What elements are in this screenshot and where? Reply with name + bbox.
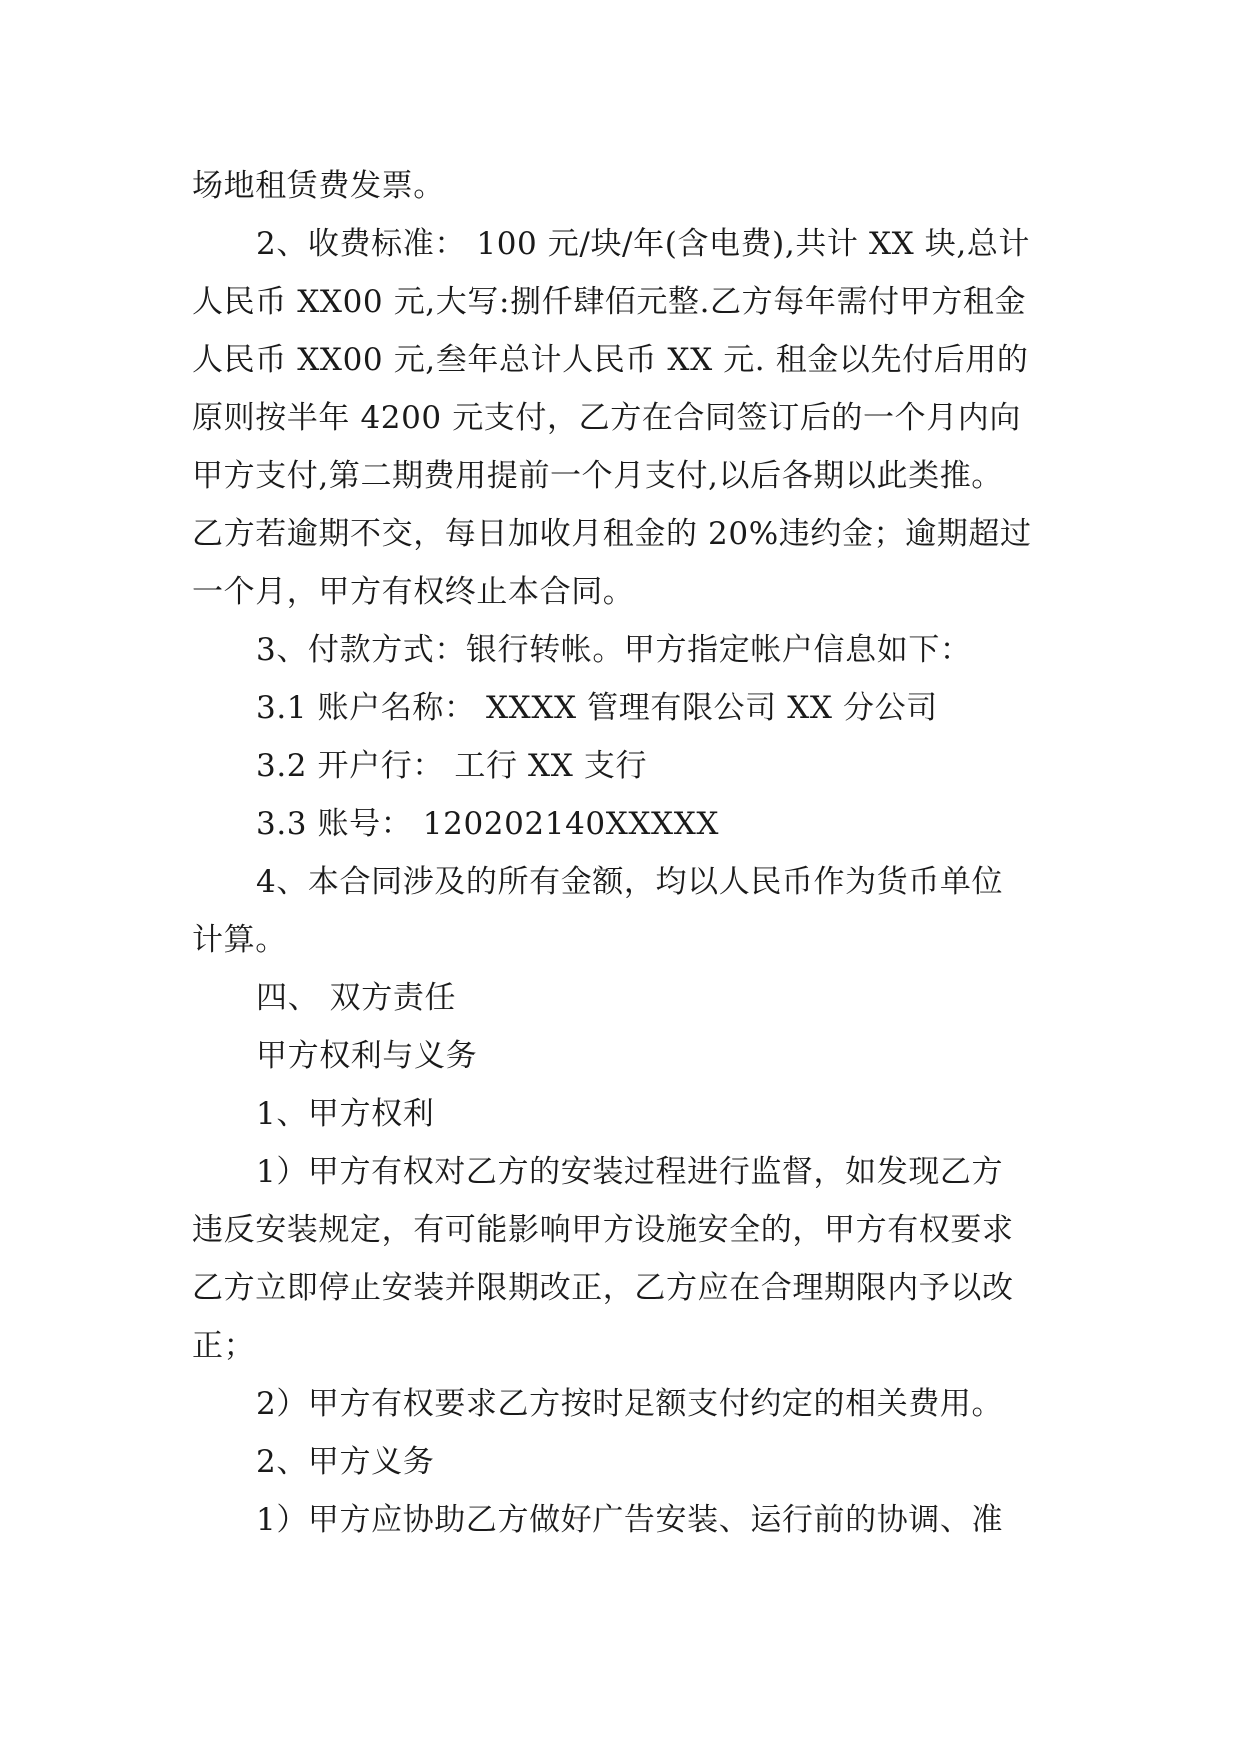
text-line: 甲方支付,第二期费用提前一个月支付,以后各期以此类推。 [192,458,1003,494]
text-line: 场地租赁费发票。 [192,168,445,204]
text-line: 2）甲方有权要求乙方按时足额支付约定的相关费用。 [256,1386,1004,1422]
subsection-heading: 2、甲方义务 [256,1444,435,1480]
text-line: 1）甲方应协助乙方做好广告安装、运行前的协调、准 [256,1502,1004,1538]
text-line: 乙方立即停止安装并限期改正，乙方应在合理期限内予以改 [192,1270,1014,1306]
section-heading: 四、 双方责任 [256,980,457,1016]
text-line: 违反安装规定，有可能影响甲方设施安全的，甲方有权要求 [192,1212,1014,1248]
text-line: 2、收费标准： 100 元/块/年(含电费),共计 XX 块,总计 [256,226,1031,262]
text-line: 乙方若逾期不交，每日加收月租金的 20%违约金；逾期超过 [192,516,1032,552]
subsection-heading: 1、甲方权利 [256,1096,435,1132]
text-line: 一个月，甲方有权终止本合同。 [192,574,635,610]
text-line: 1）甲方有权对乙方的安装过程进行监督，如发现乙方 [256,1154,1004,1190]
text-line: 4、本合同涉及的所有金额，均以人民币作为货币单位 [256,864,1004,900]
text-line: 3.1 账户名称： XXXX 管理有限公司 XX 分公司 [256,690,938,726]
text-line: 3.2 开户行： 工行 XX 支行 [256,748,648,784]
text-line: 人民币 XX00 元,叁年总计人民币 XX 元. 租金以先付后用的 [192,342,1029,378]
text-line: 计算。 [192,922,287,958]
text-line: 原则按半年 4200 元支付，乙方在合同签订后的一个月内向 [192,400,1021,436]
subsection-heading: 甲方权利与义务 [256,1038,478,1074]
text-line: 正； [192,1328,256,1364]
text-line: 3.3 账号： 120202140XXXXX [256,806,720,842]
text-line: 人民币 XX00 元,大写:捌仟肆佰元整.乙方每年需付甲方租金 [192,284,1027,320]
text-line: 3、付款方式：银行转帐。甲方指定帐户信息如下： [256,632,972,668]
